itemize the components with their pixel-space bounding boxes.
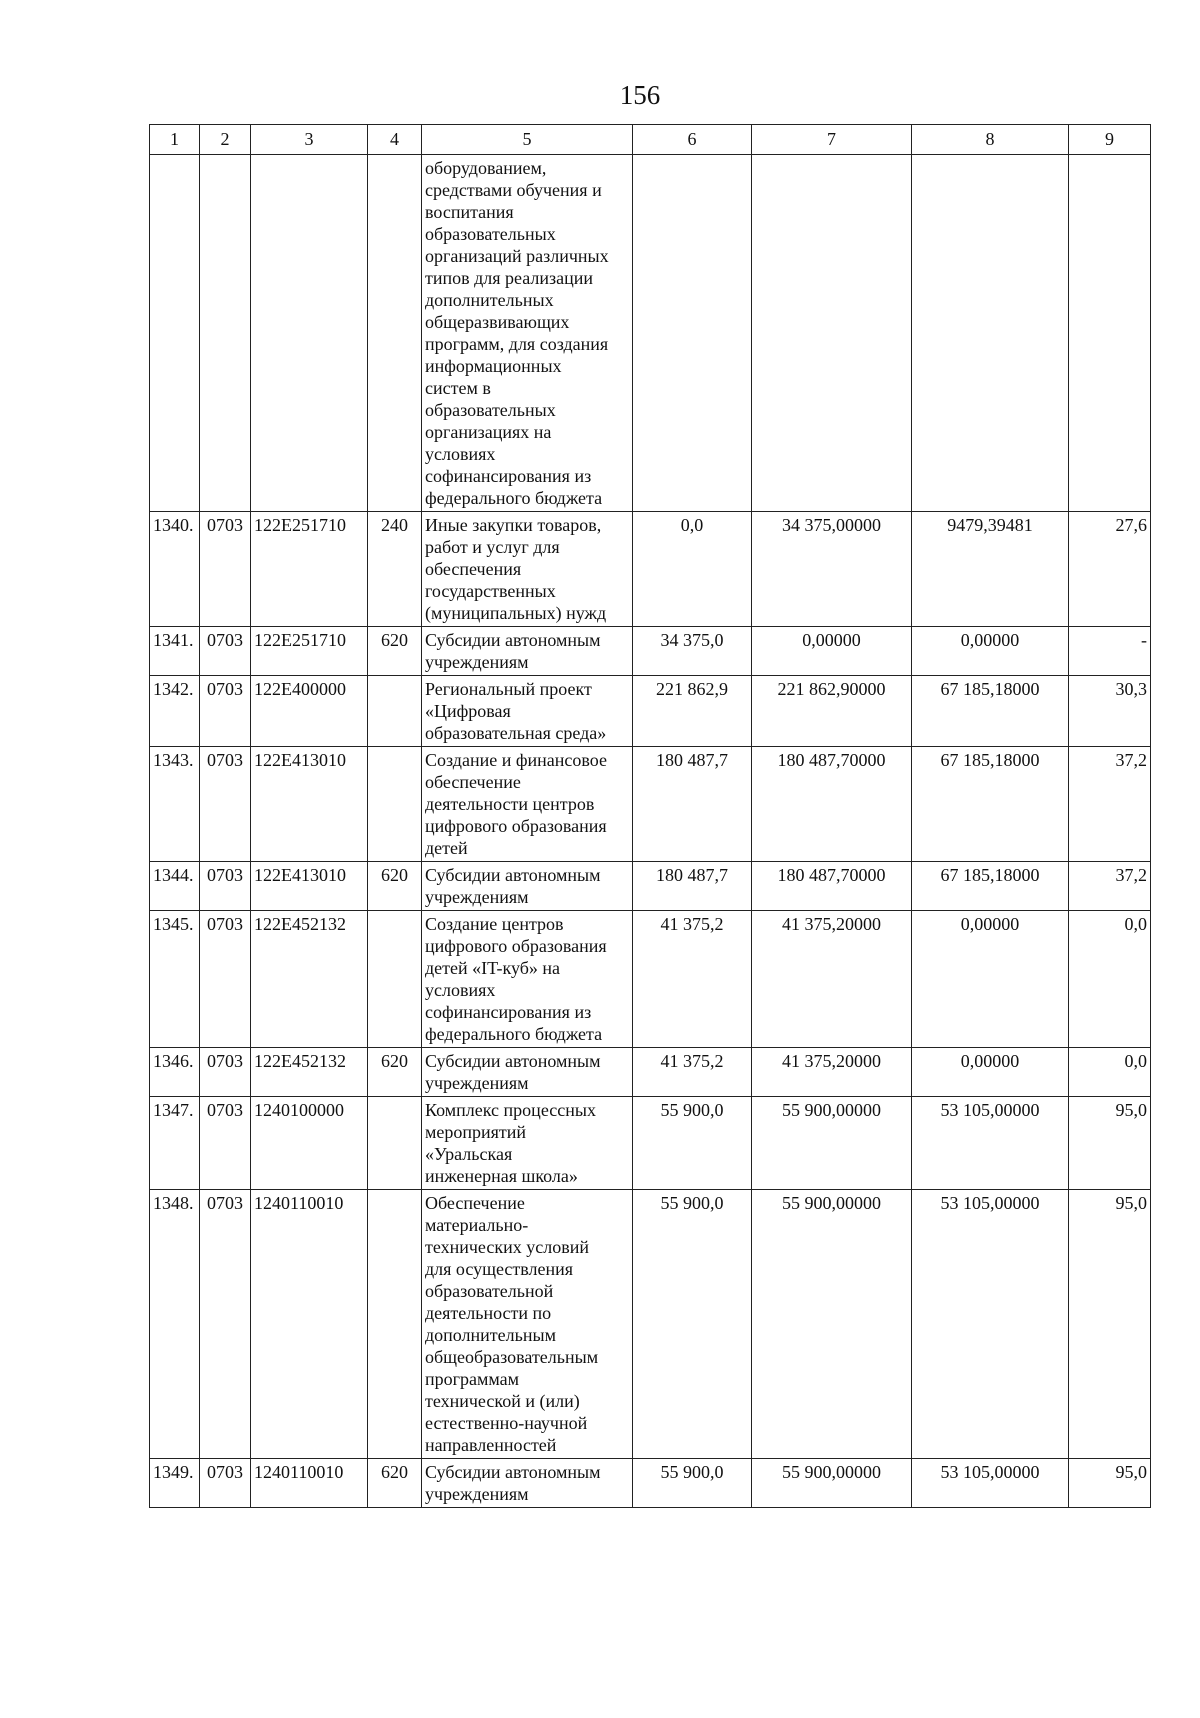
item-name-line: мероприятий: [425, 1122, 527, 1142]
item-name-line: «Уральская: [425, 1144, 513, 1164]
executed-value: 9479,39481: [912, 512, 1069, 627]
item-name-line: общеразвивающих: [425, 312, 570, 332]
column-header: 6: [633, 125, 752, 155]
target-code: 122E400000: [251, 676, 368, 747]
item-name: [422, 512, 633, 627]
table-row: [150, 1097, 1151, 1190]
item-name: [422, 676, 633, 747]
refined-value: 180 487,70000: [752, 747, 912, 862]
item-name-line: дополнительным: [425, 1325, 556, 1345]
plan-value: 180 487,7: [633, 747, 752, 862]
item-name-line: софинансирования из: [425, 1002, 592, 1022]
item-name-line: Региональный проект: [425, 679, 592, 699]
expense-type: [368, 155, 422, 512]
percent-value: 95,0: [1069, 1097, 1151, 1190]
section-code: 0703: [200, 911, 251, 1048]
item-name-line: цифрового образования: [425, 816, 607, 836]
item-name-line: (муниципальных) нужд: [425, 603, 607, 623]
plan-value: 41 375,2: [633, 911, 752, 1048]
item-name-line: материально-: [425, 1215, 529, 1235]
executed-value: 67 185,18000: [912, 676, 1069, 747]
table-row: [150, 1190, 1151, 1459]
section-code: 0703: [200, 1459, 251, 1508]
item-name-line: общеобразовательным: [425, 1347, 599, 1367]
column-header: 3: [251, 125, 368, 155]
section-code: 0703: [200, 627, 251, 676]
plan-value: [633, 155, 752, 512]
executed-value: 0,00000: [912, 1048, 1069, 1097]
header-row: [150, 125, 1151, 155]
item-name-line: Комплекс процессных: [425, 1100, 596, 1120]
plan-value: 34 375,0: [633, 627, 752, 676]
row-number: 1349.: [150, 1459, 200, 1508]
row-number: 1340.: [150, 512, 200, 627]
refined-value: 55 900,00000: [752, 1190, 912, 1459]
item-name: [422, 627, 633, 676]
table-body: [150, 155, 1151, 1508]
item-name-line: технической и (или): [425, 1391, 580, 1411]
item-name-line: средствами обучения и: [425, 180, 602, 200]
percent-value: 30,3: [1069, 676, 1151, 747]
refined-value: 41 375,20000: [752, 911, 912, 1048]
item-name: [422, 1459, 633, 1508]
item-name-line: образовательных: [425, 224, 556, 244]
item-name-line: оборудованием,: [425, 158, 547, 178]
percent-value: 0,0: [1069, 1048, 1151, 1097]
item-name-line: Субсидии автономным: [425, 1462, 601, 1482]
item-name-line: Субсидии автономным: [425, 865, 601, 885]
row-number: 1346.: [150, 1048, 200, 1097]
row-number: 1345.: [150, 911, 200, 1048]
row-number: 1342.: [150, 676, 200, 747]
expense-type: [368, 1097, 422, 1190]
item-name-line: направленностей: [425, 1435, 557, 1455]
column-header: 9: [1069, 125, 1151, 155]
refined-value: 180 487,70000: [752, 862, 912, 911]
budget-table: [149, 124, 1151, 1508]
item-name-line: технических условий: [425, 1237, 589, 1257]
expense-type: 240: [368, 512, 422, 627]
target-code: 122E413010: [251, 862, 368, 911]
expense-type: 620: [368, 1459, 422, 1508]
executed-value: 53 105,00000: [912, 1097, 1069, 1190]
table-row: [150, 512, 1151, 627]
item-name-line: учреждениям: [425, 652, 529, 672]
item-name-line: детей «IT-куб» на: [425, 958, 560, 978]
continuation-row: [150, 155, 1151, 512]
section-code: [200, 155, 251, 512]
percent-value: 0,0: [1069, 911, 1151, 1048]
item-name: [422, 1190, 633, 1459]
item-name: [422, 862, 633, 911]
item-name-line: для осуществления: [425, 1259, 574, 1279]
table-row: [150, 676, 1151, 747]
target-code: 1240110010: [251, 1190, 368, 1459]
expense-type: 620: [368, 862, 422, 911]
percent-value: 37,2: [1069, 862, 1151, 911]
item-name-line: воспитания: [425, 202, 514, 222]
table-row: [150, 1459, 1151, 1508]
column-header: 4: [368, 125, 422, 155]
page-number: 156: [619, 80, 661, 110]
target-code: 122E251710: [251, 512, 368, 627]
section-code: 0703: [200, 1190, 251, 1459]
refined-value: 34 375,00000: [752, 512, 912, 627]
executed-value: 67 185,18000: [912, 862, 1069, 911]
column-header: 7: [752, 125, 912, 155]
row-number: [150, 155, 200, 512]
item-name-line: цифрового образования: [425, 936, 607, 956]
column-header: 2: [200, 125, 251, 155]
item-name-line: обеспечение: [425, 772, 521, 792]
item-name-line: Субсидии автономным: [425, 630, 601, 650]
item-name-line: систем в: [425, 378, 491, 398]
item-name-line: условиях: [425, 980, 496, 1000]
plan-value: 221 862,9: [633, 676, 752, 747]
item-name-line: учреждениям: [425, 1073, 529, 1093]
item-name-line: Создание и финансовое: [425, 750, 607, 770]
item-name-line: организациях на: [425, 422, 552, 442]
plan-value: 41 375,2: [633, 1048, 752, 1097]
row-number: 1347.: [150, 1097, 200, 1190]
item-name-line: программам: [425, 1369, 520, 1389]
item-name-line: образовательная среда»: [425, 723, 607, 743]
item-name-line: федерального бюджета: [425, 1024, 603, 1044]
percent-value: [1069, 155, 1151, 512]
executed-value: 53 105,00000: [912, 1459, 1069, 1508]
expense-type: [368, 676, 422, 747]
item-name-line: обеспечения: [425, 559, 522, 579]
item-name-line: программ, для создания: [425, 334, 609, 354]
refined-value: 221 862,90000: [752, 676, 912, 747]
item-name-line: федерального бюджета: [425, 488, 603, 508]
item-name-line: детей: [425, 838, 468, 858]
item-name-line: образовательных: [425, 400, 556, 420]
item-name: [422, 1097, 633, 1190]
row-number: 1344.: [150, 862, 200, 911]
plan-value: 55 900,0: [633, 1097, 752, 1190]
item-name-line: инженерная школа»: [425, 1166, 578, 1186]
column-header: 8: [912, 125, 1069, 155]
expense-type: [368, 911, 422, 1048]
section-code: 0703: [200, 676, 251, 747]
target-code: [251, 155, 368, 512]
refined-value: [752, 155, 912, 512]
percent-value: -: [1069, 627, 1151, 676]
expense-type: 620: [368, 1048, 422, 1097]
row-number: 1341.: [150, 627, 200, 676]
item-name-line: Субсидии автономным: [425, 1051, 601, 1071]
expense-type: 620: [368, 627, 422, 676]
item-name-line: деятельности по: [425, 1303, 552, 1323]
item-name: [422, 911, 633, 1048]
plan-value: 55 900,0: [633, 1459, 752, 1508]
item-name-line: Иные закупки товаров,: [425, 515, 602, 535]
target-code: 122E251710: [251, 627, 368, 676]
executed-value: 53 105,00000: [912, 1190, 1069, 1459]
table-row: [150, 627, 1151, 676]
item-name-line: деятельности центров: [425, 794, 595, 814]
item-name-line: образовательной: [425, 1281, 554, 1301]
refined-value: 55 900,00000: [752, 1097, 912, 1190]
item-name-line: условиях: [425, 444, 496, 464]
item-name-line: государственных: [425, 581, 556, 601]
expense-type: [368, 747, 422, 862]
item-name-line: «Цифровая: [425, 701, 511, 721]
item-name-line: Создание центров: [425, 914, 564, 934]
executed-value: 0,00000: [912, 911, 1069, 1048]
item-name-line: информационных: [425, 356, 562, 376]
table-row: [150, 1048, 1151, 1097]
row-number: 1343.: [150, 747, 200, 862]
executed-value: [912, 155, 1069, 512]
target-code: 1240100000: [251, 1097, 368, 1190]
plan-value: 55 900,0: [633, 1190, 752, 1459]
item-name: [422, 1048, 633, 1097]
percent-value: 95,0: [1069, 1459, 1151, 1508]
row-number: 1348.: [150, 1190, 200, 1459]
percent-value: 37,2: [1069, 747, 1151, 862]
column-header: 5: [422, 125, 633, 155]
section-code: 0703: [200, 862, 251, 911]
section-code: 0703: [200, 1048, 251, 1097]
item-name-line: дополнительных: [425, 290, 554, 310]
target-code: 122E413010: [251, 747, 368, 862]
refined-value: 55 900,00000: [752, 1459, 912, 1508]
executed-value: 67 185,18000: [912, 747, 1069, 862]
item-name-line: софинансирования из: [425, 466, 592, 486]
section-code: 0703: [200, 1097, 251, 1190]
target-code: 122E452132: [251, 1048, 368, 1097]
table-row: [150, 911, 1151, 1048]
plan-value: 0,0: [633, 512, 752, 627]
refined-value: 41 375,20000: [752, 1048, 912, 1097]
table-row: [150, 747, 1151, 862]
item-name-line: учреждениям: [425, 1484, 529, 1504]
item-name-line: Обеспечение: [425, 1193, 525, 1213]
table-row: [150, 862, 1151, 911]
plan-value: 180 487,7: [633, 862, 752, 911]
section-code: 0703: [200, 512, 251, 627]
item-name-line: учреждениям: [425, 887, 529, 907]
percent-value: 95,0: [1069, 1190, 1151, 1459]
executed-value: 0,00000: [912, 627, 1069, 676]
target-code: 1240110010: [251, 1459, 368, 1508]
item-name-line: естественно-научной: [425, 1413, 588, 1433]
percent-value: 27,6: [1069, 512, 1151, 627]
item-name-line: работ и услуг для: [425, 537, 560, 557]
column-header: 1: [150, 125, 200, 155]
item-name-line: типов для реализации: [425, 268, 594, 288]
section-code: 0703: [200, 747, 251, 862]
item-name: [422, 155, 633, 512]
target-code: 122E452132: [251, 911, 368, 1048]
item-name-line: организаций различных: [425, 246, 609, 266]
expense-type: [368, 1190, 422, 1459]
item-name: [422, 747, 633, 862]
refined-value: 0,00000: [752, 627, 912, 676]
